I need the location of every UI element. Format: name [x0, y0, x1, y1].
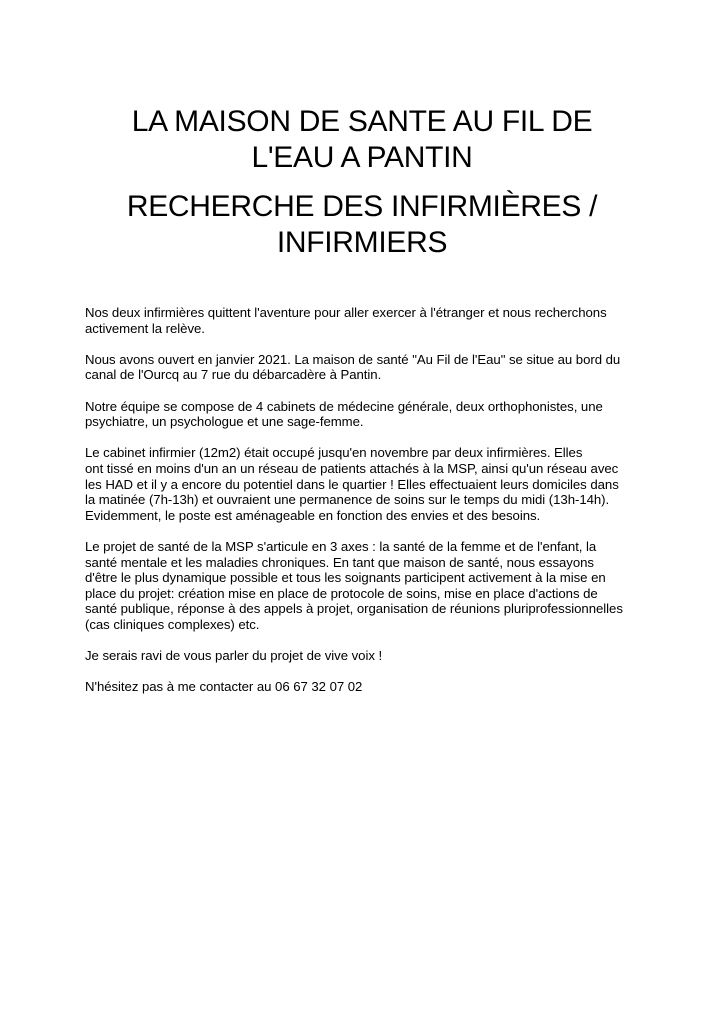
paragraph-line: Je serais ravi de vous parler du projet de vive voix ! [85, 648, 383, 664]
paragraph-line: Nos deux infirmières quittent l'aventure pour aller exercer à l'étranger et nous recherchons [85, 305, 607, 320]
paragraph-line: Le projet de santé de la MSP s'articule en 3 axes : la santé de la femme et de l'enfant, la [85, 538, 597, 554]
document-subtitle [60, 189, 664, 261]
document-title [60, 104, 664, 176]
body-paragraph [85, 648, 655, 664]
body-paragraph [85, 679, 655, 695]
paragraph-line: Notre équipe se compose de 4 cabinets de médecine générale, deux orthophonistes, une [85, 398, 603, 414]
title-line: LA MAISON DE SANTE AU FIL DE [131, 105, 593, 138]
paragraph-line: la matinée (7h-13h) et ouvraient une permanence de soins sur le temps du midi (13h-14h). [85, 492, 610, 508]
paragraph-line: santé publique, réponse à des appels à projet, organisation de réunions pluriprofessionnelles [85, 601, 623, 617]
document-body [85, 305, 655, 710]
paragraph-line: (cas cliniques complexes) etc. [85, 616, 260, 632]
paragraph-line: canal de l'Ourcq au 7 rue du débarcadère à Pantin. [85, 367, 382, 383]
paragraph-line: psychiatre, un psychologue et une sage-femme. [85, 414, 364, 430]
subtitle-line: INFIRMIERS [276, 226, 448, 259]
body-paragraph [85, 352, 655, 383]
subtitle-line: RECHERCHE DES INFIRMIÈRES / [126, 190, 598, 223]
paragraph-line: santé mentale et les maladies chroniques. En tant que maison de santé, nous essayons [85, 554, 594, 570]
paragraph-line: les HAD et il y a encore du potentiel dans le quartier ! Elles effectuaient leurs domiciles dans [85, 476, 619, 492]
paragraph-line: Le cabinet infirmier (12m2) était occupé jusqu'en novembre par deux infirmières. Elles [85, 445, 583, 461]
body-paragraph [85, 305, 655, 336]
paragraph-line: activement la relève. [85, 320, 205, 336]
paragraph-line: ont tissé en moins d'un an un réseau de patients attachés à la MSP, ainsi qu'un réseau avec [85, 460, 619, 476]
paragraph-line: d'être le plus dynamique possible et tous les soignants participent activement à la mise en [85, 570, 606, 586]
title-line: L'EAU A PANTIN [251, 141, 473, 174]
paragraph-line: place du projet: création mise en place de protocole de soins, mise en place d'actions de [85, 585, 598, 601]
paragraph-line: N'hésitez pas à me contacter au 06 67 32 07 02 [85, 679, 363, 695]
body-paragraph [85, 445, 655, 523]
paragraph-line: Nous avons ouvert en janvier 2021. La maison de santé "Au Fil de l'Eau" se situe au bord du [85, 351, 621, 367]
body-paragraph [85, 539, 655, 633]
paragraph-line: Evidemment, le poste est aménageable en fonction des envies et des besoins. [85, 507, 541, 523]
body-paragraph [85, 399, 655, 430]
